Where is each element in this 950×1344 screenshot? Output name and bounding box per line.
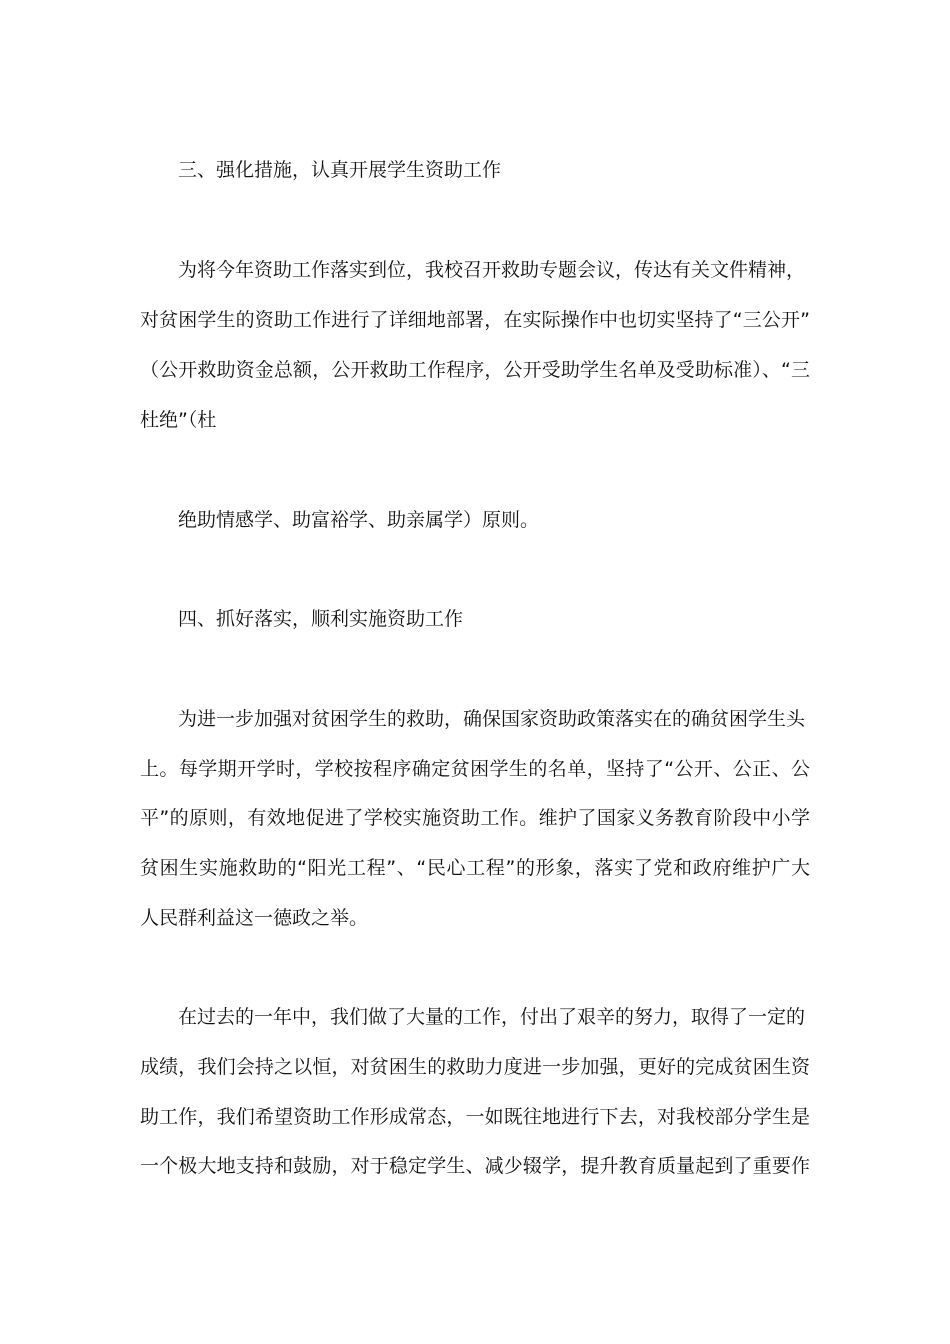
paragraph-1-line-2: 对贫困学生的资助工作进行了详细地部署，在实际操作中也切实坚持了“三公开” [140, 309, 810, 331]
section-heading-4: 四、抓好落实，顺利实施资助工作 [178, 608, 464, 630]
section-heading-3: 三、强化措施，认真开展学生资助工作 [178, 159, 502, 181]
paragraph-3-line-1: 为进一步加强对贫困学生的救助，确保国家资助政策落实在的确贫困学生头 [178, 708, 806, 730]
paragraph-4-line-2: 成绩，我们会持之以恒，对贫困生的救助力度进一步加强，更好的完成贫困生资 [140, 1056, 810, 1078]
paragraph-4-line-3: 助工作，我们希望资助工作形成常态，一如既往地进行下去，对我校部分学生是 [140, 1106, 810, 1128]
paragraph-1-line-3: （公开救助资金总额，公开救助工作程序，公开受助学生名单及受助标准）、“三 [140, 359, 810, 381]
paragraph-1-line-4: 杜绝”（杜 [140, 409, 217, 431]
paragraph-3-line-5: 人民群利益这一德政之举。 [140, 907, 369, 929]
paragraph-3-line-2: 上。每学期开学时，学校按程序确定贫困学生的名单，坚持了“公开、公正、公 [140, 758, 810, 780]
paragraph-4-line-1: 在过去的一年中，我们做了大量的工作，付出了艰辛的努力，取得了一定的 [178, 1006, 806, 1028]
paragraph-4-line-4: 一个极大地支持和鼓励，对于稳定学生、减少辍学，提升教育质量起到了重要作 [140, 1155, 810, 1177]
paragraph-2: 绝助情感学、助富裕学、助亲属学）原则。 [178, 509, 540, 531]
paragraph-1-line-1: 为将今年资助工作落实到位，我校召开救助专题会议，传达有关文件精神， [178, 259, 806, 281]
paragraph-3-line-3: 平”的原则，有效地促进了学校实施资助工作。维护了国家义务教育阶段中小学 [140, 807, 810, 829]
paragraph-3-line-4: 贫困生实施救助的“阳光工程”、“民心工程”的形象，落实了党和政府维护广大 [140, 857, 810, 879]
